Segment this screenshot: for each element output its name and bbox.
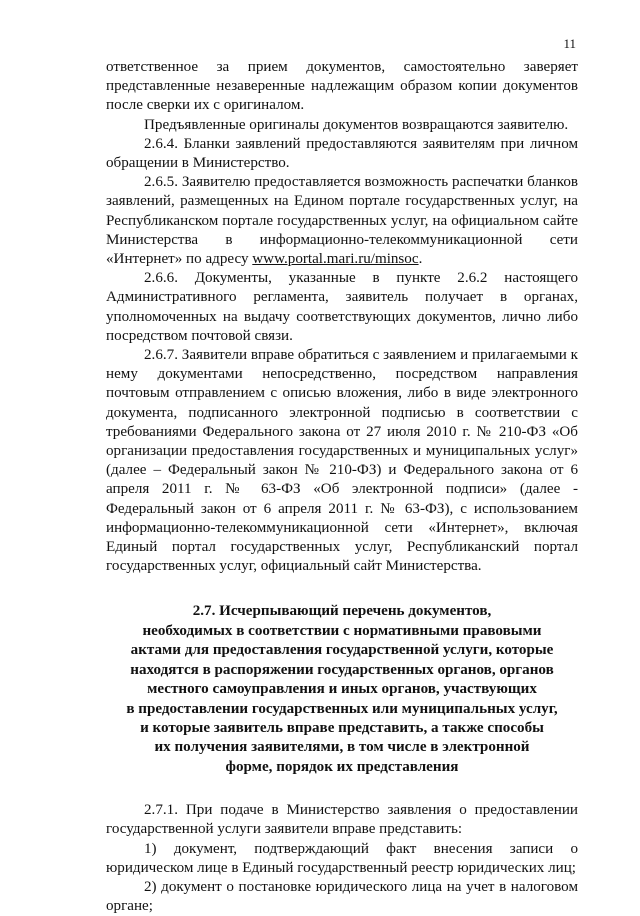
paragraph-2-6-5-text: 2.6.5. Заявителю предоставляется возможность распечатки бланков заявлений, размещенных на Едином портале государственных услуг, на Республиканском портале государственных услуг, на официальном сайте Министерства в информационно-телекоммуникационной сети «Интернет» по адресу — [106, 174, 578, 268]
list-item-1: 1) документ, подтверждающий факт внесения записи о юридическом лице в Единый государственный реестр юридических лиц; — [106, 840, 578, 876]
heading-line: находятся в распоряжении государственных органов, органов — [130, 661, 554, 678]
paragraph-2-6-5 — [106, 173, 578, 269]
paragraph-2-7-1: 2.7.1. При подаче в Министерство заявления о предоставлении государственной услуги заявители вправе представить: — [106, 802, 578, 838]
portal-link[interactable]: www.portal.mari.ru/minsoc — [252, 251, 419, 268]
heading-line: 2.7. Исчерпывающий перечень документов, — [192, 603, 492, 620]
paragraph-continuation: ответственное за прием документов, самостоятельно заверяет представленные незаверенные надлежащим образом копии документов после сверки их с оригиналом. — [106, 59, 578, 114]
paragraph-2-6-6: 2.6.6. Документы, указанные в пункте 2.6.2 настоящего Административного регламента, заявитель получает в органах, уполномоченных на выдачу соответствующих документов, лично либо посредством почтовой связи. — [106, 270, 578, 344]
heading-line: актами для предоставления государственной услуги, которые — [130, 642, 554, 659]
page-number: 11 — [563, 36, 576, 51]
heading-line: в предоставлении государственных или муниципальных услуг, — [126, 700, 558, 717]
paragraph-originals-returned: Предъявленные оригиналы документов возвращаются заявителю. — [144, 116, 569, 133]
paragraph-2-6-7: 2.6.7. Заявители вправе обратиться с заявлением и прилагаемыми к нему документами непосредственно, посредством направления почтовым отправлением с описью вложения, либо в виде электронного документа, подписанного электронной подписью в соответствии с требованиями Федерального закона от 27 июля 2010 г. № 210-ФЗ «Об организации предоставления государственных и муниципальных услуг» (далее – Федеральный закон № 210-ФЗ) и Федерального закона от 6 апреля 2011 г. № 63-ФЗ «Об электронной подписи» (далее - Федеральный закон от 6 апреля 2011 г. № 63-ФЗ), с использованием информационно-телекоммуникационной сети «Интернет», включая Единый портал государственных услуг, Республиканский портал государственных услуг, официальный сайт Министерства. — [106, 347, 578, 575]
heading-line: их получения заявителями, в том числе в электронной — [154, 739, 530, 756]
list-item-2: 2) документ о постановке юридического лица на учет в налоговом органе; — [106, 878, 578, 915]
document-body — [106, 58, 578, 916]
heading-line: необходимых в соответствии с нормативными правовыми — [142, 622, 542, 639]
paragraph-2-6-4: 2.6.4. Бланки заявлений предоставляются заявителям при личном обращении в Министерство. — [106, 135, 578, 172]
section-heading-2-7 — [106, 602, 578, 777]
paragraph-2-6-5-tail: . — [418, 251, 423, 268]
heading-line: форме, порядок их представления — [225, 758, 459, 775]
heading-line: местного самоуправления и иных органов, участвующих — [147, 681, 537, 698]
heading-line: и которые заявитель вправе представить, а также способы — [140, 719, 544, 736]
